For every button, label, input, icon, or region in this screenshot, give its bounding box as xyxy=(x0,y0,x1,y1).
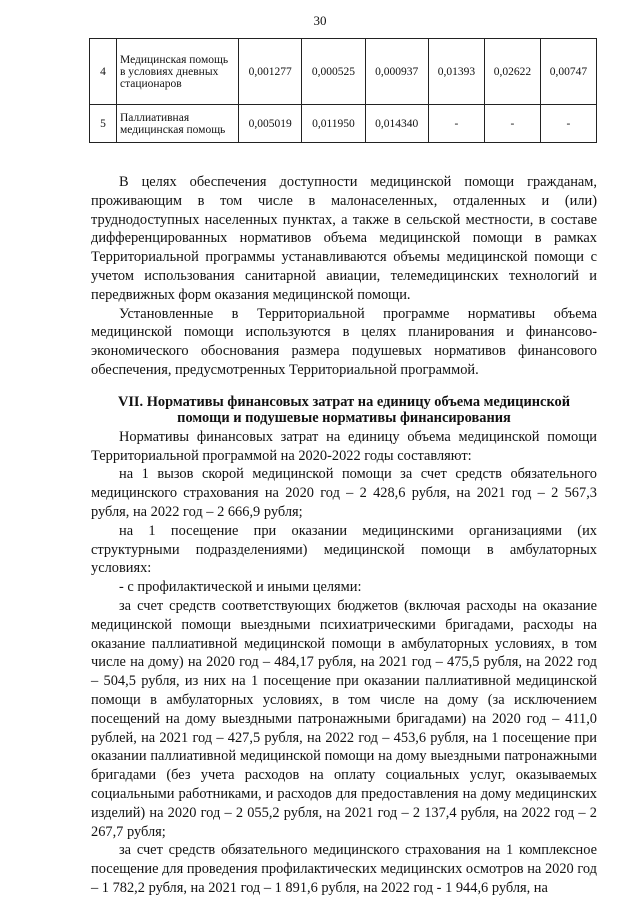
row-number: 5 xyxy=(90,105,117,143)
table-row xyxy=(90,39,597,105)
table-row xyxy=(90,105,597,143)
section-heading: VII. Нормативы финансовых затрат на единицу объема медицинской помощи и подушевые нормативы финансирования xyxy=(117,393,571,426)
paragraph: - с профилактической и иными целями: xyxy=(119,579,362,596)
table-cell: - xyxy=(428,105,484,143)
table-cell: - xyxy=(540,105,596,143)
table-cell: 0,02622 xyxy=(484,39,540,105)
page-number: 30 xyxy=(313,13,327,28)
document-body xyxy=(91,173,597,898)
paragraph: за счет средств соответствующих бюджетов (включая расходы на оказание медицинской помощи выездными психиатрическими бригадами, расходы на оказание паллиативной медицинской помощи в амбулаторных условиях, в том числе на дому) на 2020 год – 484,17 рубля, на 2021 год – 475,5 рубля, на 2022 год – 504,5 рубля, из них на 1 посещение при оказании паллиативной медицинской помощи в амбулаторных условиях, в том числе на дому (за исключением посещений на дому выездными патронажными бригадами) на 2020 год – 411,0 рублей, на 2021 год – 427,5 рубля, на 2022 год – 453,6 рубля, на 1 посещение при оказании паллиативной медицинской помощи на дому выездными патронажными бригадами (без учета расходов на оплату социальных услуг, оказываемых социальными работниками, и расходов для предоставления на дому медицинских изделий) на 2020 год – 2 055,2 рубля, на 2021 год – 2 137,4 рубля, на 2022 год – 2 267,7 рубля; xyxy=(91,597,597,840)
paragraph: В целях обеспечения доступности медицинской помощи гражданам, проживающим в том числе в малонаселенных, отдаленных и (или) труднодоступных населенных пунктах, а также в сельской местности, в составе дифференцированных нормативов объема медицинской помощи в рамках Территориальной программы устанавливаются объемы медицинской помощи с учетом использования санитарной авиации, телемедицинских технологий и передвижных форм оказания медицинской помощи. xyxy=(91,174,597,303)
table-cell: 0,001277 xyxy=(239,39,302,105)
norms-table xyxy=(89,38,597,143)
paragraph: на 1 посещение при оказании медицинскими организациями (их структурными подразделениями) медицинской помощи в амбулаторных условиях: xyxy=(91,522,597,577)
table-cell: 0,005019 xyxy=(239,105,302,143)
row-name: Паллиативная медицинская помощь xyxy=(117,105,239,143)
row-name: Медицинская помощь в условиях дневных стационаров xyxy=(117,39,239,105)
table-cell: 0,000525 xyxy=(302,39,365,105)
table-cell: - xyxy=(484,105,540,143)
paragraph: Установленные в Территориальной программе нормативы объема медицинской помощи используются в целях планирования и финансово-экономического обоснования размера подушевых нормативов финансового обеспечения, предусмотренных Территориальной программой. xyxy=(91,305,597,378)
row-number: 4 xyxy=(90,39,117,105)
table-cell: 0,01393 xyxy=(428,39,484,105)
table-cell: 0,00747 xyxy=(540,39,596,105)
table-cell: 0,011950 xyxy=(302,105,365,143)
paragraph: на 1 вызов скорой медицинской помощи за счет средств обязательного медицинского страхования на 2020 год – 2 428,6 рубля, на 2021 год – 2 567,3 рубля, на 2022 год – 2 666,9 рубля; xyxy=(91,466,597,520)
paragraph: Нормативы финансовых затрат на единицу объема медицинской помощи Территориальной программой на 2020-2022 годы составляют: xyxy=(91,428,597,464)
paragraph: за счет средств обязательного медицинского страхования на 1 комплексное посещение для проведения профилактических медицинских осмотров на 2020 год – 1 782,2 рубля, на 2021 год – 1 891,6 рубля, на 2022 год - 1 944,6 рубля, на xyxy=(91,842,597,896)
table-cell: 0,014340 xyxy=(365,105,428,143)
table-cell: 0,000937 xyxy=(365,39,428,105)
